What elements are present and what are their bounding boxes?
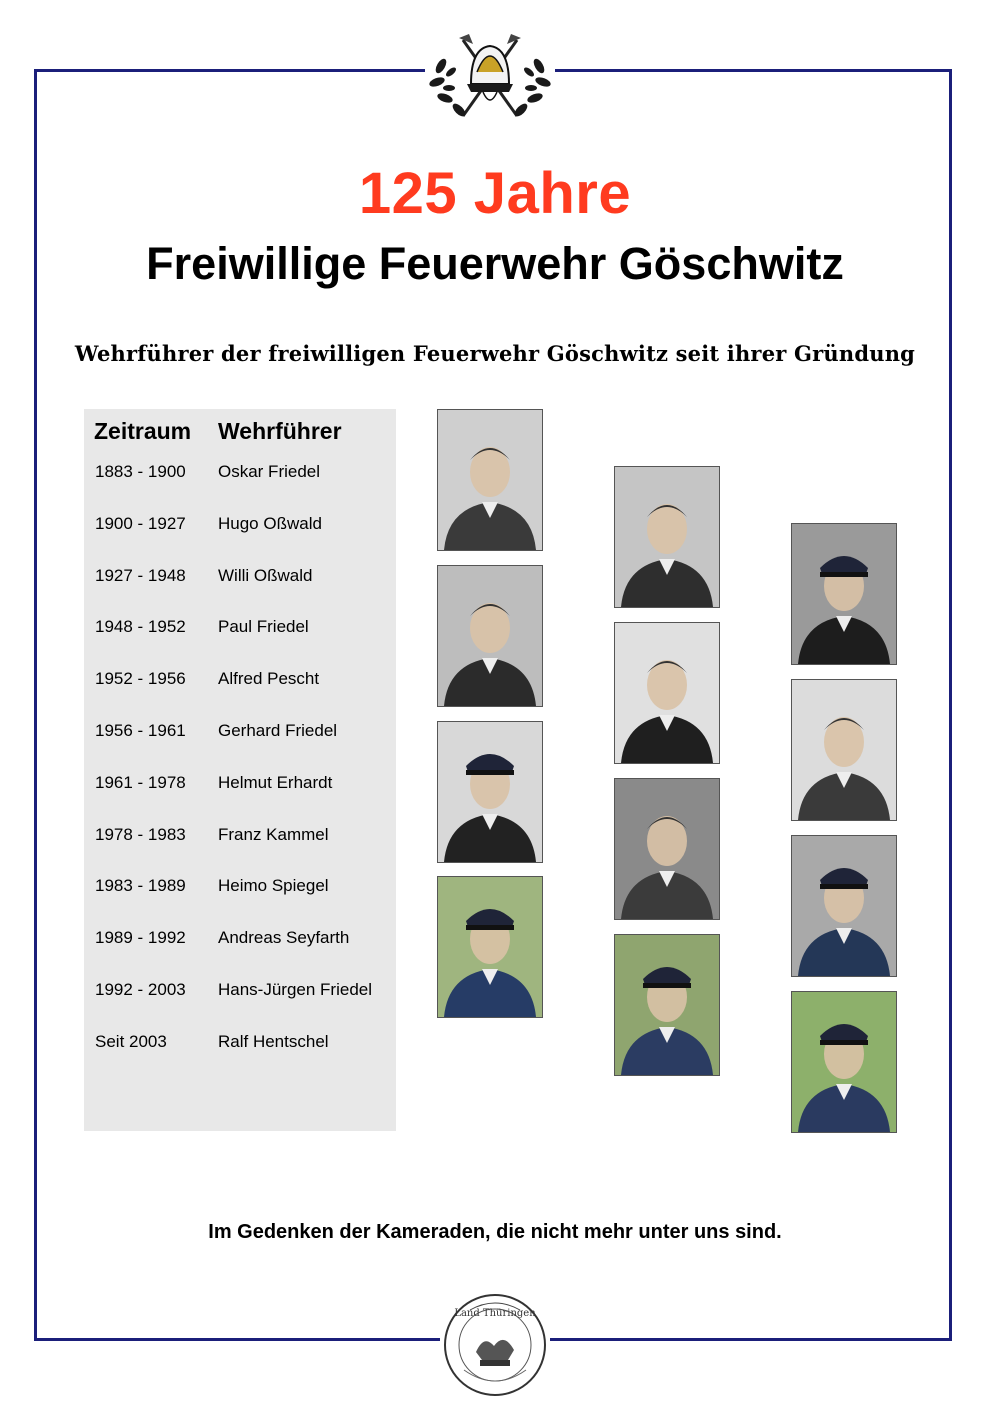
row-leader-name: Ralf Hentschel [218, 1032, 329, 1051]
row-leader-name: Alfred Pescht [218, 669, 320, 688]
leader-portrait-photo [614, 934, 720, 1076]
row-leader-name: Gerhard Friedel [218, 721, 338, 740]
svg-text:Land Thüringen: Land Thüringen [454, 1308, 536, 1319]
leader-portrait-photo [437, 721, 543, 863]
row-period: 1992 - 2003 [95, 980, 186, 999]
row-period: 1989 - 1992 [95, 928, 186, 947]
column-header-period: Zeitraum [94, 418, 192, 444]
leader-portrait-photo [791, 835, 897, 977]
leader-portrait-photo [437, 876, 543, 1018]
row-period: 1956 - 1961 [95, 721, 186, 740]
leader-portrait-photo [791, 523, 897, 665]
leader-portrait-photo [437, 409, 543, 551]
row-leader-name: Heimo Spiegel [218, 876, 329, 895]
anniversary-title: 125 Jahre [358, 161, 632, 226]
row-leader-name: Andreas Seyfarth [218, 928, 350, 947]
leader-portrait-photo [614, 622, 720, 764]
leader-portrait-photo [614, 778, 720, 920]
row-period: 1983 - 1989 [95, 876, 186, 895]
row-leader-name: Oskar Friedel [218, 462, 321, 481]
section-heading: Wehrführer der freiwilligen Feuerwehr Göschwitz seit ihrer Gründung [74, 341, 916, 366]
row-leader-name: Franz Kammel [218, 825, 329, 844]
row-period: 1948 - 1952 [95, 617, 186, 636]
row-period: 1900 - 1927 [95, 514, 186, 533]
column-header-leader: Wehrführer [218, 418, 342, 444]
leader-portrait-photo [791, 991, 897, 1133]
fire-helmet-wreath-icon [425, 26, 555, 126]
municipal-seal-icon [440, 1290, 550, 1400]
row-leader-name: Paul Friedel [218, 617, 309, 636]
row-period: 1961 - 1978 [95, 773, 186, 792]
memorial-footer: Im Gedenken der Kameraden, die nicht mehr unter uns sind. [208, 1221, 782, 1243]
row-leader-name: Hans-Jürgen Friedel [218, 980, 373, 999]
row-period: 1952 - 1956 [95, 669, 186, 688]
leader-portrait-photo [614, 466, 720, 608]
row-leader-name: Willi Oßwald [218, 566, 313, 585]
organisation-title: Freiwillige Feuerwehr Göschwitz [146, 238, 844, 289]
row-period: 1978 - 1983 [95, 825, 186, 844]
leader-portrait-photo [791, 679, 897, 821]
row-leader-name: Helmut Erhardt [218, 773, 333, 792]
leader-portrait-photo [437, 565, 543, 707]
row-period: 1883 - 1900 [95, 462, 186, 481]
row-period: 1927 - 1948 [95, 566, 186, 585]
row-period: Seit 2003 [95, 1032, 167, 1051]
row-leader-name: Hugo Oßwald [218, 514, 322, 533]
